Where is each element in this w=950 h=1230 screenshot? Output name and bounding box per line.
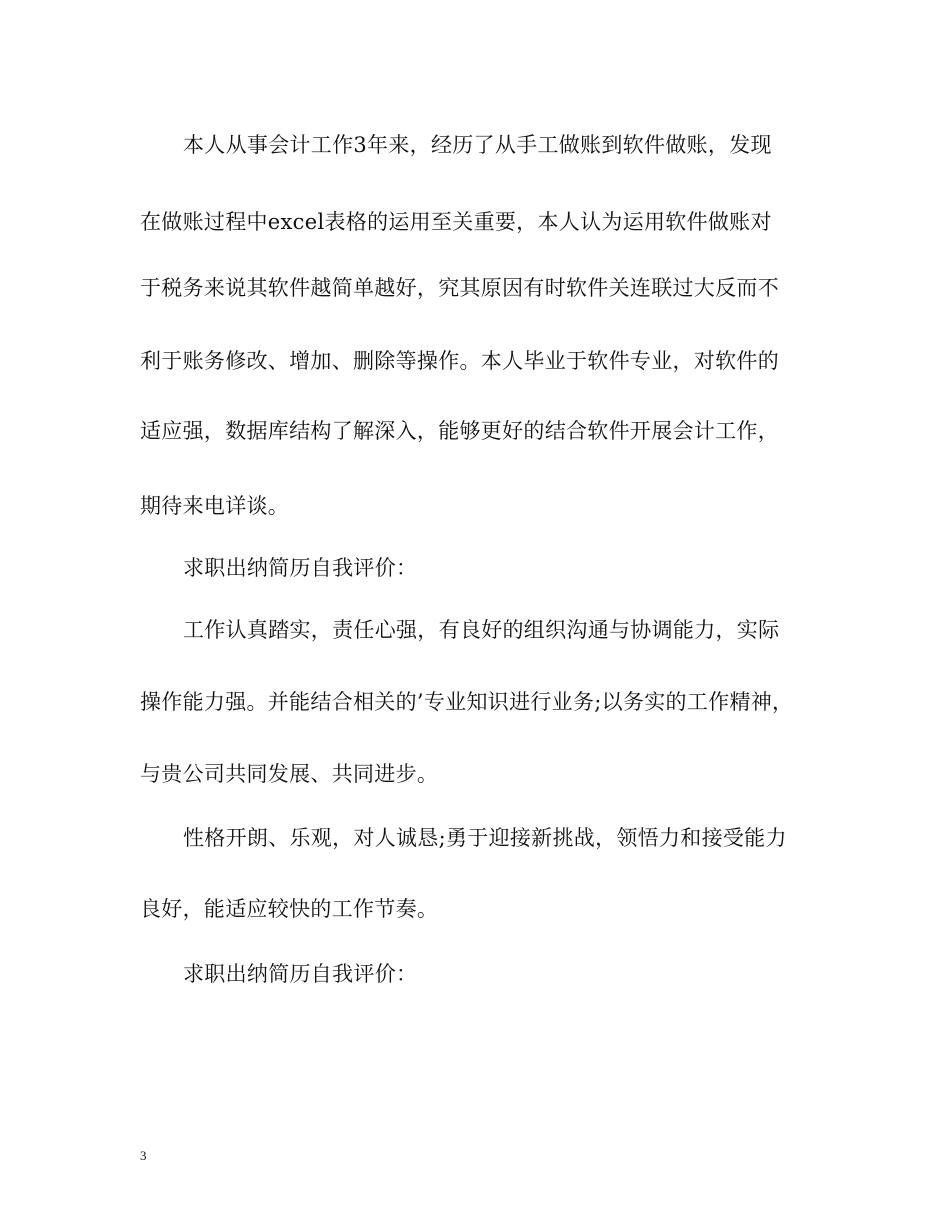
paragraph-line: 在做账过程中excel表格的运用至关重要，本人认为运用软件做账对 — [140, 210, 772, 234]
paragraph-line: 与贵公司共同发展、共同进步。 — [140, 762, 439, 786]
paragraph-line: 利于账务修改、增加、删除等操作。本人毕业于软件专业，对软件的 — [140, 349, 779, 373]
paragraph-line: 适应强，数据库结构了解深入，能够更好的结合软件开展会计工作， — [140, 419, 779, 443]
section-heading: 求职出纳简历自我评价： — [183, 962, 418, 986]
paragraph-line: 良好，能适应较快的工作节奏。 — [140, 897, 439, 921]
paragraph-line: 工作认真踏实，责任心强，有良好的组织沟通与协调能力，实际 — [183, 618, 780, 642]
paragraph-line: 本人从事会计工作3年来，经历了从手工做账到软件做账，发现 — [183, 133, 772, 157]
paragraph-line: 于税务来说其软件越简单越好，究其原因有时软件关连联过大反而不 — [140, 276, 779, 300]
paragraph-line: 期待来电详谈。 — [140, 494, 290, 518]
page-number: 3 — [140, 1148, 147, 1163]
paragraph-line: 操作能力强。并能结合相关的’专业知识进行业务;以务实的工作精神， — [140, 690, 794, 714]
section-heading: 求职出纳简历自我评价： — [183, 556, 418, 580]
paragraph-line: 性格开朗、乐观，对人诚恳;勇于迎接新挑战，领悟力和接受能力 — [183, 826, 787, 850]
